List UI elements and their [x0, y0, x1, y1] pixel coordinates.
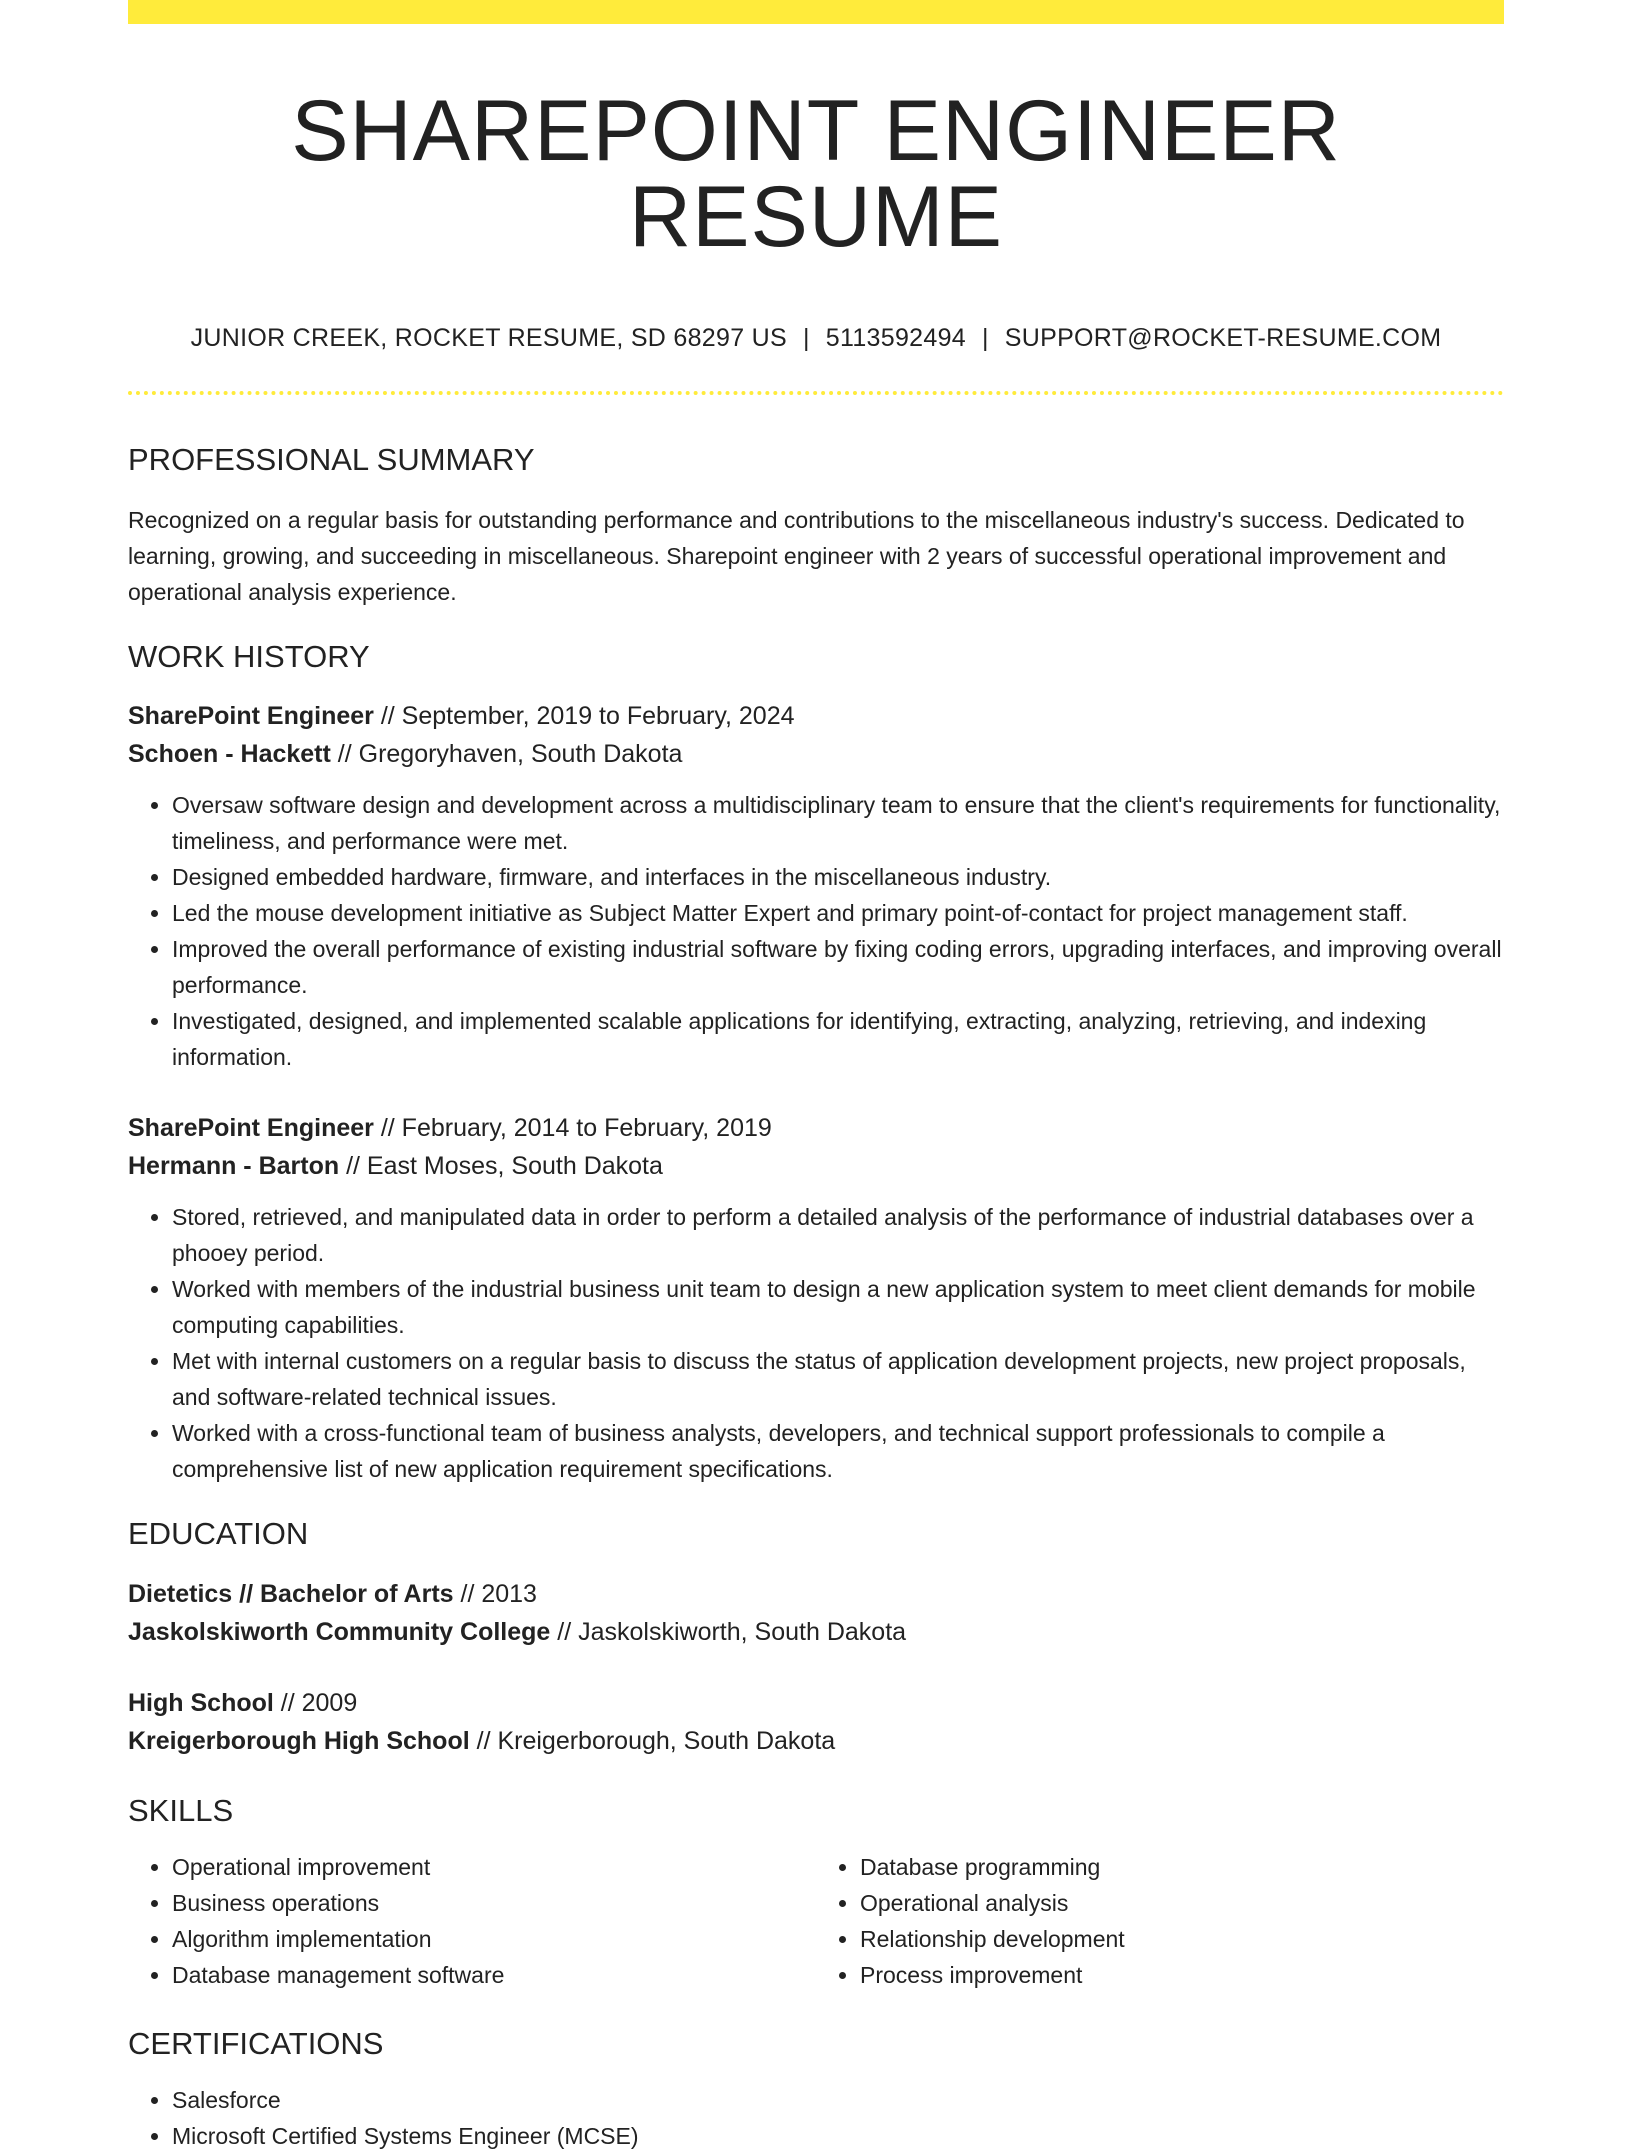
contact-separator: | [803, 324, 810, 352]
list-item: • Oversaw software design and development across a multidisciplinary team to ensure that the client's requirements for functionality, timeliness, and performance were met. [172, 787, 1504, 859]
summary-section [128, 441, 1504, 610]
list-item: • Database management software [172, 1957, 816, 1993]
list-item: • Operational improvement [172, 1849, 816, 1885]
skills-left-column [128, 1849, 816, 1993]
job-dates: // February, 2014 to February, 2019 [373, 1114, 772, 1143]
dotted-divider [128, 391, 1504, 395]
skills-columns [128, 1849, 1504, 1993]
certifications-section [128, 2025, 1504, 2154]
list-item: • Microsoft Certified Systems Engineer (MCSE) [172, 2118, 1504, 2154]
contact-email: SUPPORT@ROCKET-RESUME.COM [1004, 324, 1442, 352]
list-item: • Worked with members of the industrial business unit team to design a new application system to meet client demands for mobile computing capabilities. [172, 1271, 1504, 1343]
section-heading: WORK HISTORY [128, 639, 370, 675]
job-entry [128, 1109, 1504, 1487]
list-item: • Stored, retrieved, and manipulated data in order to perform a detailed analysis of the performance of industrial databases over a phooey period. [172, 1199, 1504, 1271]
work-history-section [128, 638, 1504, 1487]
education-location: // Jaskolskiworth, South Dakota [550, 1617, 907, 1646]
education-location: // Kreigerborough, South Dakota [469, 1726, 836, 1755]
contact-phone: 5113592494 [825, 324, 966, 352]
job-location: // East Moses, South Dakota [339, 1152, 663, 1181]
list-item: • Led the mouse development initiative as Subject Matter Expert and primary point-of-contact for project management staff. [172, 895, 1504, 931]
job-role: SharePoint Engineer [128, 1114, 374, 1143]
education-year: // 2009 [273, 1688, 358, 1717]
list-item: • Salesforce [172, 2082, 1504, 2118]
section-heading: SKILLS [128, 1792, 234, 1828]
education-degree-line [128, 1575, 1504, 1613]
education-degree: High School [128, 1688, 274, 1717]
education-entry [128, 1684, 1504, 1760]
education-degree: Dietetics // Bachelor of Arts [128, 1579, 454, 1608]
list-item: • Database programming [860, 1849, 1504, 1885]
page-title: SHAREPOINT ENGINEER RESUME [291, 83, 1341, 265]
accent-top-bar [128, 0, 1504, 24]
list-item: • Met with internal customers on a regular basis to discuss the status of application development projects, new project proposals, and software-related technical issues. [172, 1343, 1504, 1415]
job-location: // Gregoryhaven, South Dakota [330, 740, 683, 769]
section-heading: PROFESSIONAL SUMMARY [128, 442, 535, 477]
certifications-list [128, 2082, 1504, 2154]
section-heading: EDUCATION [128, 1516, 309, 1552]
job-dates: // September, 2019 to February, 2024 [373, 702, 795, 731]
skills-right-column [816, 1849, 1504, 1993]
job-title-line [128, 697, 1504, 735]
summary-text: Recognized on a regular basis for outstanding performance and contributions to the miscellaneous industry's success. Dedicated to learning, growing, and succeeding in miscellaneous. Sharepoint engineer with 2 years of successful operational improvement and operational analysis experience. [128, 507, 1465, 606]
education-section [128, 1515, 1504, 1759]
list-item: • Worked with a cross-functional team of business analysts, developers, and technical support professionals to compile a comprehensive list of new application requirement specifications. [172, 1415, 1504, 1487]
education-year: // 2013 [453, 1579, 537, 1608]
job-company: Hermann - Barton [128, 1152, 340, 1181]
education-school: Jaskolskiworth Community College [128, 1617, 551, 1646]
list-item: • Business operations [172, 1885, 816, 1921]
contact-address: JUNIOR CREEK, ROCKET RESUME, SD 68297 US [190, 324, 787, 352]
job-company: Schoen - Hackett [128, 740, 331, 769]
list-item: • Operational analysis [860, 1885, 1504, 1921]
education-school-line [128, 1613, 1504, 1651]
education-degree-line [128, 1684, 1504, 1722]
job-bullets [128, 1199, 1504, 1487]
section-heading: CERTIFICATIONS [128, 2025, 384, 2061]
education-school-line [128, 1722, 1504, 1760]
list-item: • Relationship development [860, 1921, 1504, 1957]
list-item: • Process improvement [860, 1957, 1504, 1993]
job-title-line [128, 1109, 1504, 1147]
skills-section [128, 1792, 1504, 1993]
list-item: • Designed embedded hardware, firmware, and interfaces in the miscellaneous industry. [172, 859, 1504, 895]
list-item: • Investigated, designed, and implemented scalable applications for identifying, extracting, analyzing, retrieving, and indexing information. [172, 1003, 1504, 1075]
contact-line [128, 324, 1504, 353]
education-school: Kreigerborough High School [128, 1726, 470, 1755]
job-company-line [128, 1147, 1504, 1185]
job-role: SharePoint Engineer [128, 702, 374, 731]
job-entry [128, 697, 1504, 1075]
contact-separator: | [981, 324, 989, 352]
list-item: • Improved the overall performance of existing industrial software by fixing coding errors, upgrading interfaces, and improving overall performance. [172, 931, 1504, 1003]
job-bullets [128, 787, 1504, 1075]
job-company-line [128, 735, 1504, 773]
education-entry [128, 1575, 1504, 1651]
list-item: • Algorithm implementation [172, 1921, 816, 1957]
resume-page [128, 0, 1504, 2154]
